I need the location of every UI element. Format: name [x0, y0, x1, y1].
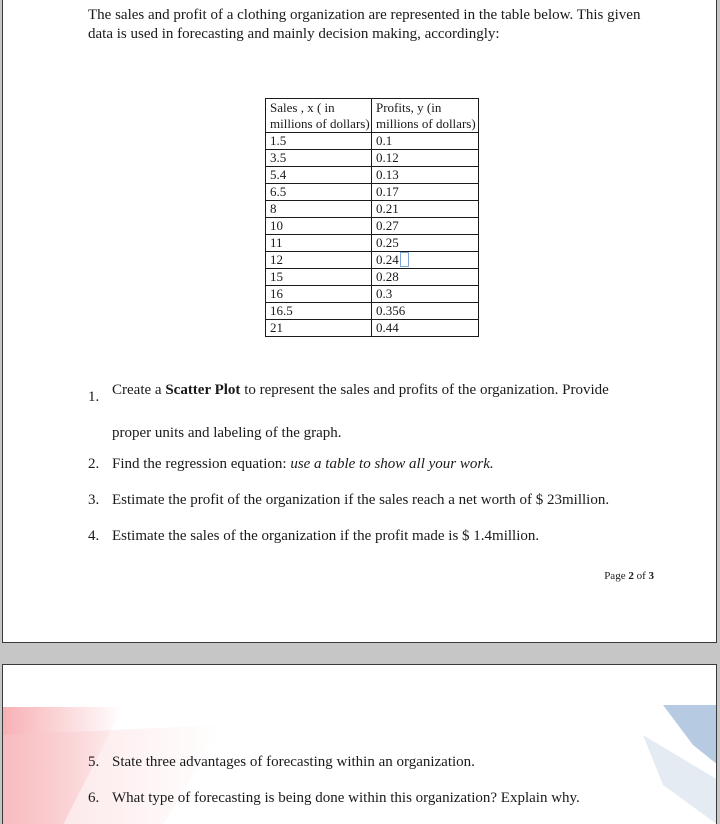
profit-cell: 0.28 [372, 269, 479, 286]
question-bold-text: Scatter Plot [165, 382, 241, 398]
profit-cell: 0.25 [372, 235, 479, 252]
page-footer: Page 2 of 3 [604, 570, 654, 582]
question-3 [88, 489, 688, 525]
current-page-number: 2 [628, 570, 634, 582]
question-text: Estimate the profit of the organization if the sales reach a net worth of $ 23million. [112, 492, 610, 508]
profit-cell: 0.3 [372, 286, 479, 303]
sales-cell: 16 [266, 286, 372, 303]
document-page-2 [2, 0, 717, 643]
question-number: 6. [88, 790, 100, 806]
table-row [266, 235, 479, 252]
text-cursor [400, 252, 409, 267]
question-text: to represent the sales and profits of the organization. Provide [240, 382, 609, 398]
table-row [266, 218, 479, 235]
question-1 [88, 379, 688, 453]
table-row [266, 201, 479, 218]
question-continuation: proper units and labeling of the graph. [112, 425, 342, 441]
profit-cell: 0.44 [372, 320, 479, 337]
sales-cell: 11 [266, 235, 372, 252]
sales-cell: 21 [266, 320, 372, 337]
sales-cell: 6.5 [266, 184, 372, 201]
table-row [266, 184, 479, 201]
question-italic-text: use a table to show all your work. [290, 456, 494, 472]
table-row [266, 286, 479, 303]
profits-column-header: Profits, y (in millions of dollars) [372, 99, 479, 133]
table-header-row [266, 99, 479, 133]
profit-cell: 0.12 [372, 150, 479, 167]
sales-cell: 8 [266, 201, 372, 218]
profit-cell: 0.24 [372, 252, 479, 269]
table-row [266, 133, 479, 150]
sales-profit-table [265, 98, 479, 337]
sales-cell: 3.5 [266, 150, 372, 167]
question-text: Find the regression equation: [112, 456, 291, 472]
sales-cell: 15 [266, 269, 372, 286]
profit-cell: 0.13 [372, 167, 479, 184]
sales-cell: 1.5 [266, 133, 372, 150]
question-2 [88, 453, 688, 489]
table-row [266, 303, 479, 320]
question-list [88, 379, 688, 561]
sales-column-header: Sales , x ( in millions of dollars) [266, 99, 372, 133]
table-row [266, 167, 479, 184]
total-page-count: 3 [648, 570, 654, 582]
question-number: 2. [88, 456, 100, 472]
sales-cell: 12 [266, 252, 372, 269]
sales-cell: 10 [266, 218, 372, 235]
sales-cell: 5.4 [266, 167, 372, 184]
question-text: What type of forecasting is being done within this organization? Explain why. [112, 790, 580, 806]
document-page-3 [2, 664, 717, 824]
table-row [266, 320, 479, 337]
question-number: 3. [88, 492, 100, 508]
question-6 [88, 787, 688, 823]
profit-cell: 0.21 [372, 201, 479, 218]
intro-paragraph: The sales and profit of a clothing organization are represented in the table below. This given data is used in forecasting and mainly decision making, accordingly: [88, 7, 641, 42]
table-row [266, 150, 479, 167]
question-text: State three advantages of forecasting within an organization. [112, 754, 475, 770]
question-text: Estimate the sales of the organization if the profit made is $ 1.4million. [112, 528, 540, 544]
profit-cell: 0.17 [372, 184, 479, 201]
sales-cell: 16.5 [266, 303, 372, 320]
profit-cell: 0.356 [372, 303, 479, 320]
table-row [266, 269, 479, 286]
question-list-page-3 [88, 751, 688, 823]
question-number: 5. [88, 754, 100, 770]
question-text: Create a [112, 382, 166, 398]
question-5 [88, 751, 688, 787]
table-row [266, 252, 479, 269]
question-number: 4. [88, 528, 100, 544]
question-4 [88, 525, 688, 561]
question-number: 1. [88, 389, 100, 405]
profit-cell: 0.27 [372, 218, 479, 235]
profit-cell: 0.1 [372, 133, 479, 150]
table-body [266, 133, 479, 337]
